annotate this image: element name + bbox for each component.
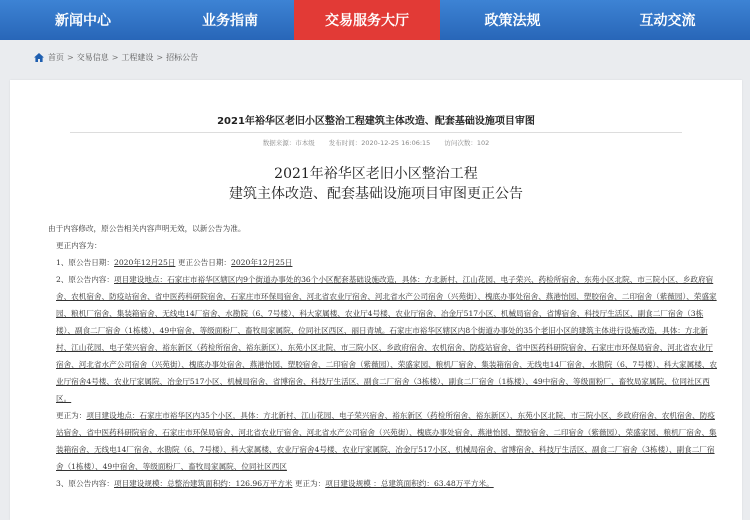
meta-source: 数据来源：市本级: [262, 139, 315, 147]
page-title: 2021年裕华区老旧小区整治工程建筑主体改造、配套基础设施项目审图: [217, 116, 535, 127]
breadcrumb-trading-info[interactable]: 交易信息: [76, 52, 109, 62]
home-icon[interactable]: [34, 53, 44, 62]
article-card: [10, 80, 742, 520]
item-3: 3、原公告内容：项目建设规模：总整治建筑面积约：126.96万平方米 更正为：项目建设规模 ：总建筑面积约：63.48万平方米。: [56, 479, 494, 488]
meta-published: 发布时间：2020-12-25 16:06:15: [328, 139, 431, 147]
meta-views: 访问次数：102: [444, 139, 490, 147]
breadcrumb: 首页 > 交易信息 > 工程建设 > 招标公告: [0, 40, 750, 74]
nav-news-center[interactable]: 新闻中心: [55, 13, 111, 29]
item-2: 2、原公告内容：项目建设地点：石家庄市裕华区辖区内9个街道办事处的36个小区配套基础设施改造，具体：方北新村、江山花园、电子荣兴、药检所宿舍、东苑小区北院、市三院小区、乡政府宿舍、农机宿舍、防疫站宿舍、省中医药科研院宿舍、石家庄市环保局宿舍、河北省农业厅宿舍、河北省水产公司宿舍（兴苑街）、槐底办事处宿舍、燕港怡园、塑胶宿舍、二印宿舍（紫薇园）、荣盛家园、粮机厂宿舍、集装箱宿舍、无线电14厂宿舍、水勘院（6、7号楼）、科大家属楼、农业厅4号楼、农业厅宿舍、冶金厅517小区、机械局宿舍、省博宿舍、科技厅生活区、副食二厂宿舍（3栋楼）、副食二厂宿舍（1栋楼）、49中宿舍、等级面粉厂、畜牧局家属院、位同社区西区、丽日青城。石家庄市裕华区辖区内8个街道办事处的35个老旧小区的建筑主体进行设施改造，具体：方北新村、江山花园、电子荣兴宿舍、裕东新区（药检所宿舍、裕东新区）、东苑小区北院、市三院小区、乡政府宿舍、农机宿舍、防疫站宿舍、省中医药科研院宿舍、石家庄市环保局宿舍、河北省农业厅宿舍、河北省水产公司宿舍（兴苑街）、槐底办事处宿舍、燕港怡园、塑胶宿舍、二印宿舍（紫薇园）、荣盛家园、粮机厂宿舍、集装箱宿舍、无线电14厂宿舍、水勘院（6、7号楼）、科大家属楼、农业厅宿舍4号楼、农业厅家属院、冶金厅517小区、机械局宿舍、省博宿舍、科技厅生活区、副食二厂宿舍（3栋楼）、副食二厂宿舍（1栋楼）、49中宿舍、等级面粉厂、畜牧局家属院、位同社区西区。: [56, 275, 717, 403]
nav-interactive-exchange[interactable]: 互动交流: [639, 13, 696, 29]
nav-trading-hall[interactable]: 交易服务大厅: [294, 0, 440, 40]
article-meta: [10, 138, 742, 147]
breadcrumb-tender-notice[interactable]: 招标公告: [166, 52, 199, 62]
article-body: [48, 220, 718, 492]
item-1: 1、原公告日期：2020年12月25日 更正公告日期：2020年12月25日: [56, 258, 293, 267]
intro-paragraph: 由于内容修改，原公告相关内容声明无效，以新公告为准。: [48, 224, 246, 233]
breadcrumb-home[interactable]: 首页: [48, 52, 64, 62]
change-label: 更正内容为：: [56, 241, 102, 250]
article-headline: 2021年裕华区老旧小区整治工程 建筑主体改造、配套基础设施项目审图更正公告: [229, 166, 523, 202]
breadcrumb-engineering[interactable]: 工程建设: [121, 52, 154, 62]
nav-policy-regulations[interactable]: 政策法规: [484, 13, 541, 29]
top-nav: [0, 0, 750, 40]
divider: [70, 132, 682, 133]
nav-business-guide[interactable]: 业务指南: [202, 13, 258, 29]
item-2-correction: 更正为：项目建设地点：石家庄市裕华区内35个小区，具体：方北新村、江山花园、电子荣兴宿舍、裕东新区（药检所宿舍、裕东新区）、东苑小区北院、市三院小区、乡政府宿舍、农机宿舍、防疫站宿舍、省中医药科研院宿舍、石家庄市环保局宿舍、河北省农业厅宿舍、河北省水产公司宿舍（兴苑街）、槐底办事处宿舍、燕港怡园、塑胶宿舍、二印宿舍（紫薇园）、荣盛家园、粮机厂宿舍、集装箱宿舍、无线电14厂宿舍、水勘院（6、7号楼）、科大家属楼、农业厅宿舍4号楼、农业厅家属院、冶金厅517小区、机械局宿舍、省博宿舍、科技厅生活区、副食二厂宿舍（3栋楼）、副食二厂宿舍（1栋楼）、49中宿舍、等级面粉厂、畜牧局家属院、位同社区西区: [56, 411, 717, 471]
